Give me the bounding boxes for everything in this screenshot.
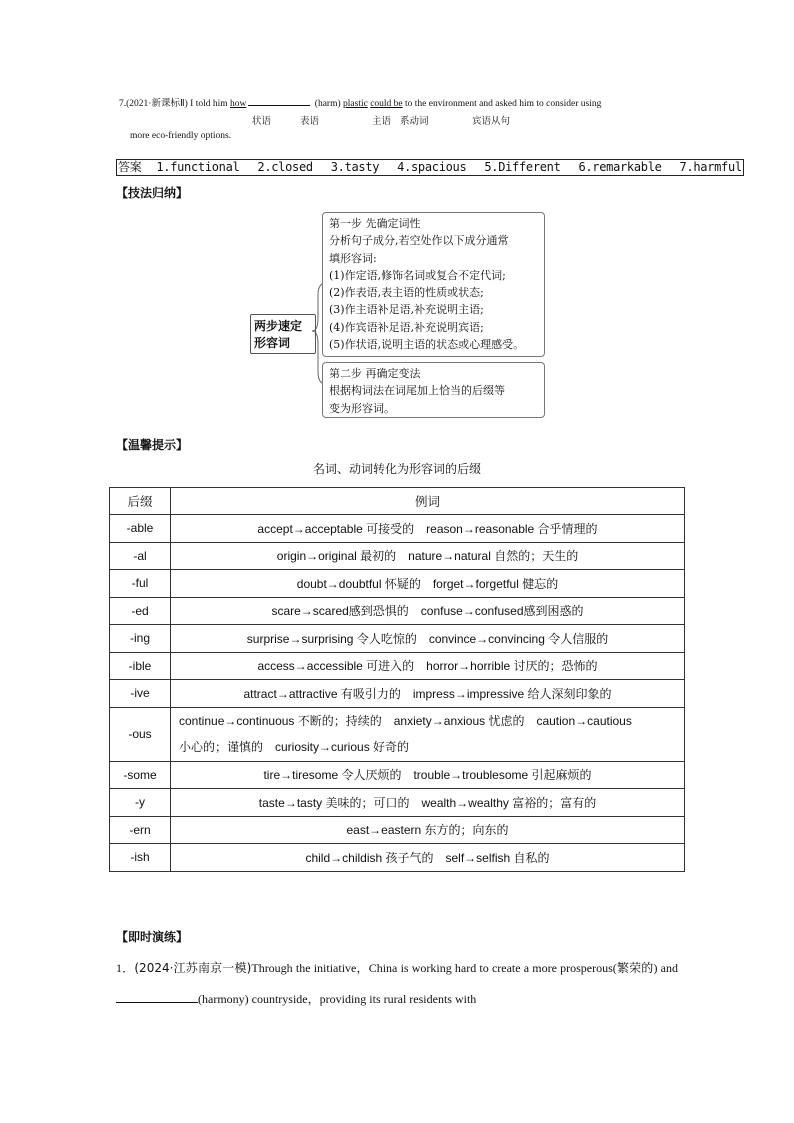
examples-cell: attract→attractive 有吸引力的 impress→impressive 给人深刻印象的 (171, 680, 685, 708)
diagram-center-box (250, 314, 316, 354)
examples-cell: tire→tiresome 令人厌烦的 trouble→troublesome 引起麻烦的 (171, 761, 685, 789)
table-row (110, 625, 685, 653)
step1-line: (5)作状语,说明主语的状态或心理感受。 (329, 338, 525, 352)
step1-line: (3)作主语补足语,补充说明主语; (329, 303, 484, 317)
examples-cell: accept→acceptable 可接受的 reason→reasonable 合乎情理的 (171, 515, 685, 543)
answer-item: 5.Different (484, 160, 561, 174)
q7-underlined-plastic: plastic (343, 99, 368, 109)
step1-title: 第一步 先确定词性 (329, 217, 421, 230)
q7-source: (2021·新课标Ⅱ) (126, 99, 188, 109)
q1-source: (2024·江苏南京一模) (134, 961, 252, 975)
tips-heading: 【温馨提示】 (116, 438, 189, 452)
table-row (110, 652, 685, 680)
step2-title: 第二步 再确定变法 (329, 367, 421, 380)
table-row (110, 761, 685, 789)
table-header-row (110, 488, 685, 515)
answer-label: 答案 (118, 160, 142, 174)
header-examples: 例词 (171, 488, 685, 515)
q7-underlined-how: how (230, 99, 247, 109)
answer-item: 7.harmful (679, 160, 742, 174)
answer-box (116, 159, 744, 176)
suffix-cell: -al (110, 542, 171, 570)
suffix-cell: -able (110, 515, 171, 543)
diagram-step2-box (322, 362, 545, 418)
note-linking-verb: 系动词 (400, 116, 429, 127)
answer-item: 6.remarkable (578, 160, 662, 174)
table-row (110, 542, 685, 570)
suffix-cell: -ing (110, 625, 171, 653)
step1-line: (4)作宾语补足语,补充说明宾语; (329, 320, 484, 334)
table-row (110, 707, 685, 761)
q7-text-before: I told him (190, 99, 228, 109)
note-predicative: 表语 (300, 116, 320, 127)
examples-cell: child→childish 孩子气的 self→selfish 自私的 (171, 844, 685, 872)
q7-underlined-could-be: could be (370, 99, 403, 109)
suffix-table (109, 487, 685, 872)
answer-item: 4.spacious (397, 160, 467, 174)
q7-number: 7. (119, 99, 127, 109)
techniques-heading: 【技法归纳】 (116, 186, 189, 200)
answer-item: 3.tasty (330, 160, 380, 174)
diagram-step1-box (322, 212, 545, 357)
suffix-cell: -ible (110, 652, 171, 680)
note-object-clause: 宾语从句 (472, 116, 511, 127)
q1-hint: (harmony) countryside，providing its rural residents with (198, 992, 477, 1006)
answer-item: 2.closed (257, 160, 313, 174)
q1-number: 1． (116, 961, 135, 975)
q7-line2: more eco-friendly options. (130, 131, 232, 141)
q1-text1: Through the initiative，China is working hard to create a more prosperous( (251, 961, 617, 975)
table-title: 名词、动词转化为形容词的后缀 (312, 462, 481, 476)
q7-hint: (harm) (314, 99, 341, 109)
center-line: 形容词 (254, 336, 291, 350)
note-adverbial: 状语 (252, 116, 272, 127)
table-row (110, 789, 685, 817)
question-7 (119, 96, 689, 111)
suffix-cell: -ed (110, 597, 171, 625)
table-row (110, 680, 685, 708)
suffix-cell: -ive (110, 680, 171, 708)
answer-item: 1.functional (156, 160, 240, 174)
q7-text-after: to the environment and asked him to consider using (405, 99, 602, 109)
table-row (110, 816, 685, 844)
practice-question-1 (116, 953, 678, 1015)
header-suffix: 后缀 (110, 488, 171, 515)
center-line: 两步速定 (254, 319, 303, 333)
suffix-cell: -ish (110, 844, 171, 872)
examples-cell: origin→original 最初的 nature→natural 自然的；天生的 (171, 542, 685, 570)
suffix-cell: -ern (110, 816, 171, 844)
examples-cell: surprise→surprising 令人吃惊的 convince→convincing 令人信服的 (171, 625, 685, 653)
q1-gloss: 繁荣的 (616, 961, 654, 975)
q7-blank[interactable] (248, 96, 310, 106)
examples-cell: access→accessible 可进入的 horror→horrible 讨厌的；恐怖的 (171, 652, 685, 680)
examples-cell (171, 707, 685, 761)
examples-cell: east→eastern 东方的；向东的 (171, 816, 685, 844)
examples-cell: scare→scared感到恐惧的 confuse→confused感到困惑的 (171, 597, 685, 625)
examples-cell: taste→tasty 美味的；可口的 wealth→wealthy 富裕的；富有的 (171, 789, 685, 817)
step2-line: 变为形容词。 (329, 401, 395, 415)
q1-blank[interactable] (116, 991, 198, 1003)
suffix-cell: -y (110, 789, 171, 817)
examples-line: 小心的；谨慎的 curiosity→curious 好奇的 (179, 740, 410, 754)
table-row (110, 570, 685, 598)
suffix-cell: -ful (110, 570, 171, 598)
step1-line: (2)作表语,表主语的性质或状态; (329, 286, 484, 300)
step2-line: 根据构词法在词尾加上恰当的后缀等 (329, 384, 505, 398)
suffix-cell: -ous (110, 707, 171, 761)
step1-line: 填形容词: (329, 251, 377, 265)
step1-line: (1)作定语,修饰名词或复合不定代词; (329, 268, 506, 282)
examples-line: continue→continuous 不断的；持续的 anxiety→anxious 忧虑的 caution→cautious (179, 714, 632, 728)
table-row (110, 515, 685, 543)
suffix-cell: -some (110, 761, 171, 789)
examples-cell: doubt→doubtful 怀疑的 forget→forgetful 健忘的 (171, 570, 685, 598)
practice-heading: 【即时演练】 (116, 930, 189, 944)
note-subject: 主语 (372, 116, 392, 127)
q1-text2: ) and (653, 961, 679, 975)
table-row (110, 597, 685, 625)
step1-line: 分析句子成分,若空处作以下成分通常 (329, 234, 509, 248)
table-row (110, 844, 685, 872)
